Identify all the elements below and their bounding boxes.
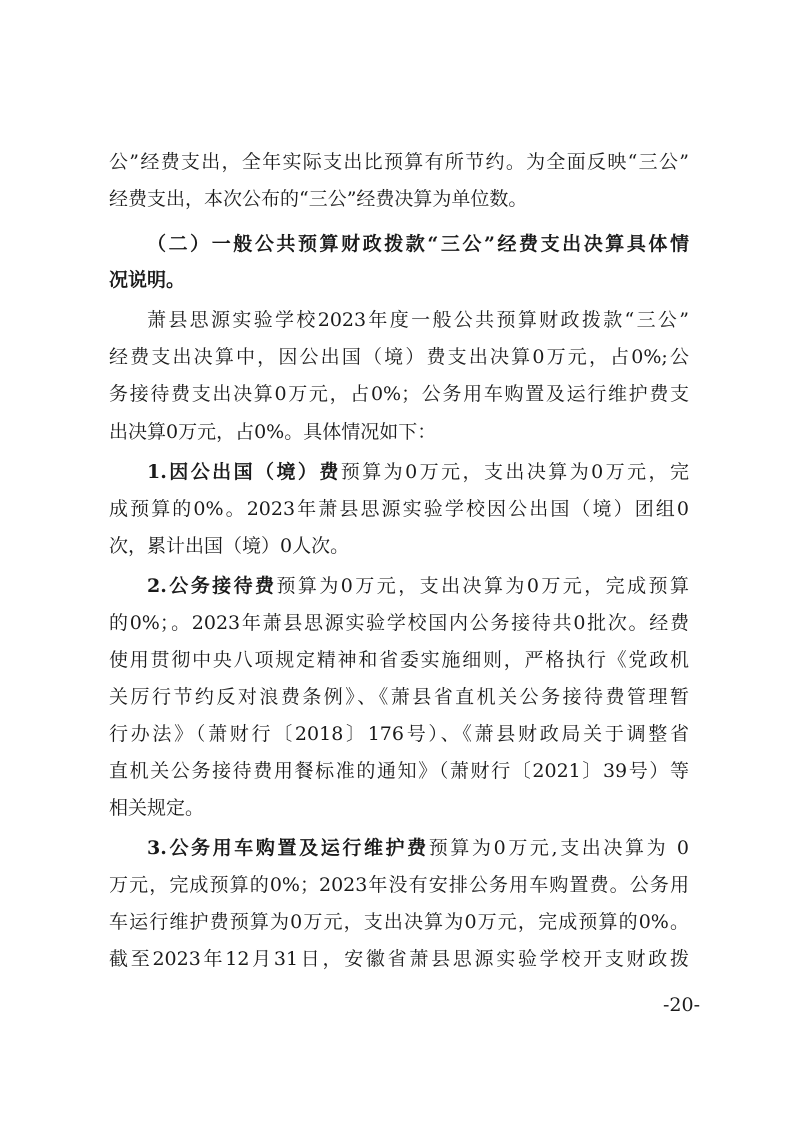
body-line: 成预算的0%。2023年萧县思源实验学校因公出国（境）团组0 xyxy=(109,498,689,520)
body-line: 出决算0万元，占0%。具体情况如下： xyxy=(109,421,437,443)
body-line: 务接待费支出决算0万元，占0%；公务用车购置及运行维护费支 xyxy=(109,383,689,405)
body-line: 萧县思源实验学校2023年度一般公共预算财政拨款“三公” xyxy=(147,309,689,331)
section-heading: （二）一般公共预算财政拨款“三公”经费支出决算具体情 xyxy=(147,233,689,255)
body-line: 次，累计出国（境）0人次。 xyxy=(109,535,350,557)
body-line: 2.公务接待费预算为0万元，支出决算为0万元，完成预算 xyxy=(147,575,689,597)
body-line: 万元，完成预算的0%；2023年没有安排公务用车购置费。公务用 xyxy=(109,874,689,896)
body-line: 截至2023年12月31日，安徽省萧县思源实验学校开支财政拨 xyxy=(109,948,689,970)
body-line: 经费支出，本次公布的“三公”经费决算为单位数。 xyxy=(109,188,528,210)
body-line: 行办法》（萧财行〔2018〕176号）、《萧县财政局关于调整省 xyxy=(109,723,689,745)
section-heading: 况说明。 xyxy=(109,269,186,291)
item-title: 1.因公出国（境）费 xyxy=(147,461,341,483)
page-number: -20- xyxy=(662,994,700,1016)
item-title: 3.公务用车购置及运行维护费 xyxy=(147,837,429,859)
body-line: 关厉行节约反对浪费条例》、《萧县省直机关公务接待费管理暂 xyxy=(109,686,689,708)
body-line: 直机关公务接待费用餐标准的通知》（萧财行〔2021〕39号）等 xyxy=(109,760,689,782)
body-line: 的0%；。2023年萧县思源实验学校国内公务接待共0批次。经费 xyxy=(109,612,689,634)
body-line: 3.公务用车购置及运行维护费预算为0万元,支出决算为 0 xyxy=(147,837,689,859)
body-line: 使用贯彻中央八项规定精神和省委实施细则，严格执行《党政机 xyxy=(109,649,689,671)
body-line: 车运行维护费预算为0万元，支出决算为0万元，完成预算的0%。 xyxy=(109,911,689,933)
body-line: 1.因公出国（境）费预算为0万元，支出决算为0万元，完 xyxy=(147,461,689,483)
item-title: 2.公务接待费 xyxy=(147,575,277,597)
body-line: 相关规定。 xyxy=(109,797,205,819)
body-line: 公”经费支出，全年实际支出比预算有所节约。为全面反映“三公” xyxy=(109,151,689,173)
body-line: 经费支出决算中，因公出国（境）费支出决算0万元，占0%;公 xyxy=(109,346,689,368)
